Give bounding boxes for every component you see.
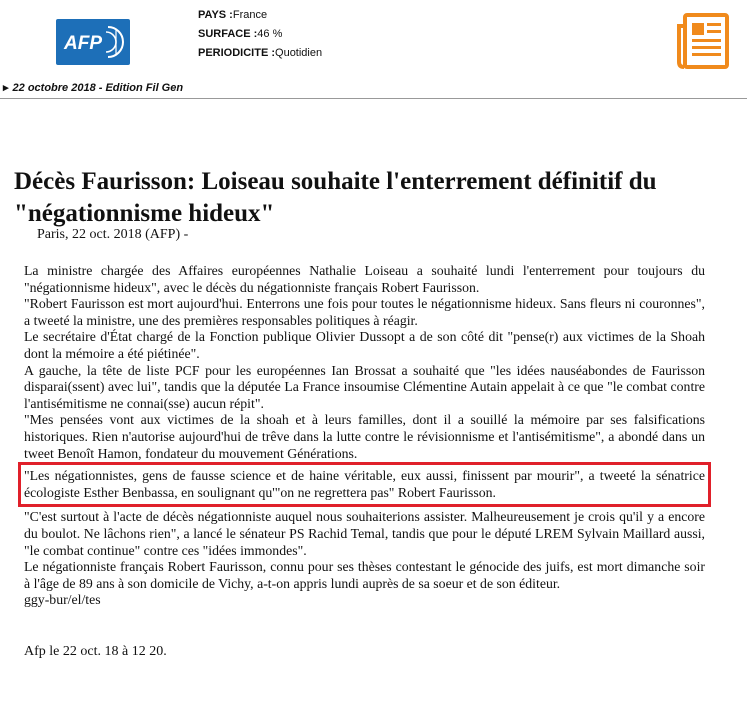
paragraph: "Robert Faurisson est mort aujourd'hui. Enterrons une fois pour toutes le négationnisme hideux. Sans fleurs ni couronnes", a tweeté la ministre, une des premières responsables politiques à réagir. — [24, 296, 705, 328]
paragraph: A gauche, la tête de liste PCF pour les européennes Ian Brossat a souhaité que "les idées nauséabondes de Faurisson disparai(ssent) avec lui", tandis que la députée La France insoumise Clémentine Autain appelait à ce que "le combat contre l'antisémitisme ne connai(sse) aucun répit". — [24, 362, 705, 411]
logo-text: AFP — [64, 33, 102, 54]
edition-text: 22 octobre 2018 - Edition Fil Gen — [12, 82, 184, 94]
meta-surface: SURFACE :46 % — [198, 28, 283, 40]
edition-bar — [0, 77, 747, 99]
paragraph: La ministre chargée des Affaires européennes Nathalie Loiseau a souhaité lundi l'enterrement pour toujours du "négationnisme hideux", avec le décès du négationniste français Robert Faurisson. — [24, 263, 705, 295]
paragraph: "C'est surtout à l'acte de décès négationniste auquel nous souhaiterions assister. Malheureusement je crois qu'il y a encore du boulot. Ne lâchons rien", a lancé le sénateur PS Rachid Temal, tandis que pour le député LREM Sylvain Maillard aussi, "le combat continue" contre ces "idées immondes". — [24, 509, 705, 558]
meta-periodicite: PERIODICITE :Quotidien — [198, 47, 323, 59]
paragraph: Le négationniste français Robert Faurisson, connu pour ses thèses contestant le génocide des juifs, est mort dimanche soir à l'âge de 89 ans à son domicile de Vichy, a-t-on appris lundi auprès de sa soeur et de son éditeur. — [24, 559, 705, 591]
article-body — [24, 263, 705, 609]
newspaper-icon — [676, 12, 730, 70]
paragraph: ggy-bur/el/tes — [24, 592, 101, 608]
highlighted-paragraph: "Les négationnistes, gens de fausse science et de haine véritable, eux aussi, finissent par mourir", a tweeté la sénatrice écologiste Esther Benbassa, en soulignant qu'"on ne regrettera pas" Robert Faurisson. — [24, 468, 705, 500]
dateline: Paris, 22 oct. 2018 (AFP) - — [37, 227, 189, 242]
arrow-icon: ▸ — [3, 82, 9, 94]
paragraph: Le secrétaire d'État chargé de la Fonction publique Olivier Dussopt a de son côté dit "pense(r) aux victimes de la Shoah dont la mémoire a été piétinée". — [24, 329, 705, 361]
afp-logo — [56, 19, 130, 65]
footer-note: Afp le 22 oct. 18 à 12 20. — [24, 644, 167, 659]
paragraph: "Mes pensées vont aux victimes de la shoah et à leurs familles, dont il a souillé la mémoire par ses falsifications historiques. Rien n'autorise aujourd'hui de trêve dans la lutte contre le révisionnisme et l'antisémitisme", a abondé dans un tweet Benoît Hamon, fondateur du mouvement Générations. — [24, 412, 705, 461]
article-title: Décès Faurisson: Loiseau souhaite l'enterrement définitif du "négationnisme hideux" — [14, 168, 657, 227]
meta-pays: PAYS :France — [198, 9, 268, 21]
meta-block — [198, 6, 322, 63]
